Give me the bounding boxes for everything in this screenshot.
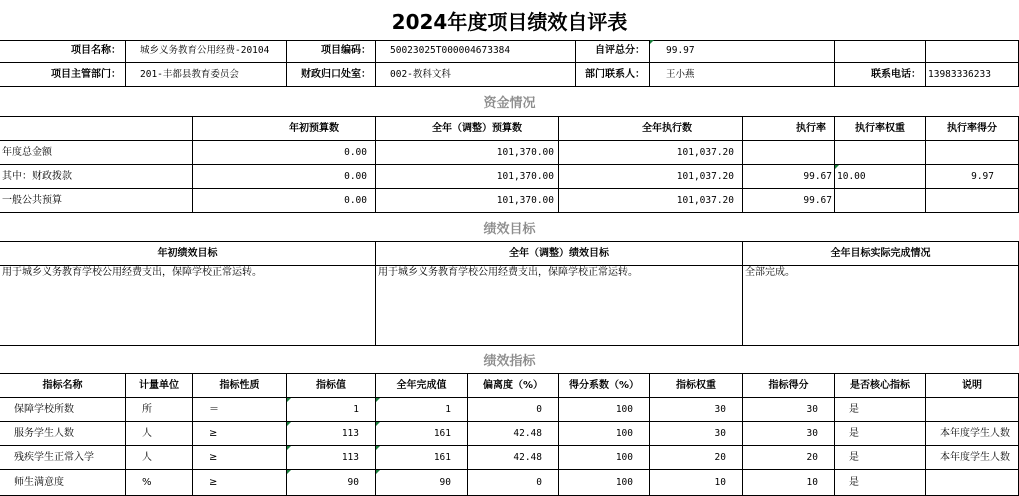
ind-note: 本年度学生人数 (926, 446, 1019, 470)
ind-value: 113 (287, 422, 376, 446)
goal-adjusted: 用于城乡义务教育学校公用经费支出，保障学校正常运转。 (376, 266, 743, 346)
funds-rate (743, 141, 835, 165)
goals-header-actual: 全年目标实际完成情况 (743, 242, 1019, 266)
funds-header-row (0, 117, 1019, 141)
indicator-row (0, 446, 1019, 470)
info-row-1 (0, 40, 1019, 63)
funds-row (0, 141, 1019, 165)
funds-row (0, 189, 1019, 213)
ind-coefficient: 100 (559, 398, 650, 422)
ind-name: 残疾学生正常入学 (0, 446, 126, 470)
ind-coefficient: 100 (559, 422, 650, 446)
funds-weight: 10.00 (835, 165, 926, 189)
funds-executed: 101,037.20 (559, 189, 743, 213)
ind-header-name: 指标名称 (0, 374, 126, 398)
ind-deviation: 42.48 (468, 446, 559, 470)
ind-header-score: 指标得分 (743, 374, 835, 398)
ind-header-unit: 计量单位 (126, 374, 193, 398)
phone-label: 联系电话： (835, 63, 926, 87)
info-empty-cell-2 (926, 40, 1019, 63)
goals-value-row (0, 266, 1019, 346)
funds-row-label: 一般公共预算 (0, 189, 193, 213)
ind-score: 30 (743, 398, 835, 422)
funds-executed: 101,037.20 (559, 165, 743, 189)
ind-header-deviation: 偏离度（%） (468, 374, 559, 398)
funds-header-blank (0, 117, 193, 141)
goals-section-title: 绩效目标 (0, 213, 1019, 242)
dept-value: 201-丰都县教育委员会 (126, 63, 287, 87)
ind-weight: 20 (650, 446, 743, 470)
funds-score: 9.97 (926, 165, 1019, 189)
funds-adjusted: 101,370.00 (376, 165, 559, 189)
ind-complete: 90 (376, 470, 468, 496)
ind-nature: ≥ (193, 446, 287, 470)
funds-header-initial: 年初预算数 (193, 117, 376, 141)
ind-score: 20 (743, 446, 835, 470)
phone-value: 13983336233 (926, 63, 1019, 87)
ind-header-value: 指标值 (287, 374, 376, 398)
indicators-section-title: 绩效指标 (0, 346, 1019, 374)
ind-value: 113 (287, 446, 376, 470)
info-row-2 (0, 63, 1019, 87)
ind-header-core: 是否核心指标 (835, 374, 926, 398)
ind-core: 是 (835, 422, 926, 446)
ind-complete: 161 (376, 422, 468, 446)
ind-note (926, 398, 1019, 422)
finance-label: 财政归口处室： (287, 63, 376, 87)
ind-deviation: 0 (468, 470, 559, 496)
funds-header-rate: 执行率 (743, 117, 835, 141)
project-name-value: 城乡义务教育公用经费-20104 (126, 40, 287, 63)
ind-header-nature: 指标性质 (193, 374, 287, 398)
funds-header-score: 执行率得分 (926, 117, 1019, 141)
ind-weight: 30 (650, 398, 743, 422)
funds-row-label: 年度总金额 (0, 141, 193, 165)
ind-coefficient: 100 (559, 446, 650, 470)
ind-header-note: 说明 (926, 374, 1019, 398)
info-empty-cell-1 (835, 40, 926, 63)
project-code-label: 项目编码： (287, 40, 376, 63)
title-row (0, 0, 1019, 41)
project-code-value: 50023025T000004673384 (376, 40, 576, 63)
funds-rate: 99.67 (743, 165, 835, 189)
funds-weight (835, 189, 926, 213)
indicator-row (0, 398, 1019, 422)
goal-actual: 全部完成。 (743, 266, 1019, 346)
funds-weight (835, 141, 926, 165)
funds-header-weight: 执行率权重 (835, 117, 926, 141)
goals-header-initial: 年初绩效目标 (0, 242, 376, 266)
ind-header-weight: 指标权重 (650, 374, 743, 398)
goals-header-row (0, 242, 1019, 266)
ind-note: 本年度学生人数 (926, 422, 1019, 446)
ind-nature: ＝ (193, 398, 287, 422)
ind-nature: ≥ (193, 422, 287, 446)
ind-complete: 161 (376, 446, 468, 470)
indicators-header-row (0, 374, 1019, 398)
finance-value: 002-教科文科 (376, 63, 576, 87)
goal-initial: 用于城乡义务教育学校公用经费支出，保障学校正常运转。 (0, 266, 376, 346)
funds-initial: 0.00 (193, 189, 376, 213)
ind-name: 保障学校所数 (0, 398, 126, 422)
funds-row (0, 165, 1019, 189)
ind-unit: % (126, 470, 193, 496)
funds-initial: 0.00 (193, 141, 376, 165)
funds-executed: 101,037.20 (559, 141, 743, 165)
funds-row-label: 其中：财政拨款 (0, 165, 193, 189)
ind-unit: 所 (126, 398, 193, 422)
ind-value: 90 (287, 470, 376, 496)
ind-core: 是 (835, 446, 926, 470)
funds-adjusted: 101,370.00 (376, 189, 559, 213)
funds-adjusted: 101,370.00 (376, 141, 559, 165)
project-name-label: 项目名称： (0, 40, 126, 63)
ind-deviation: 42.48 (468, 422, 559, 446)
funds-score (926, 189, 1019, 213)
ind-nature: ≥ (193, 470, 287, 496)
ind-name: 服务学生人数 (0, 422, 126, 446)
ind-unit: 人 (126, 446, 193, 470)
ind-core: 是 (835, 398, 926, 422)
self-score-value: 99.97 (650, 40, 835, 63)
ind-deviation: 0 (468, 398, 559, 422)
funds-score (926, 141, 1019, 165)
ind-header-complete: 全年完成值 (376, 374, 468, 398)
ind-score: 30 (743, 422, 835, 446)
funds-section-title: 资金情况 (0, 87, 1019, 117)
funds-initial: 0.00 (193, 165, 376, 189)
ind-core: 是 (835, 470, 926, 496)
ind-weight: 10 (650, 470, 743, 496)
ind-note (926, 470, 1019, 496)
contact-person-label: 部门联系人： (576, 63, 650, 87)
indicator-row (0, 470, 1019, 496)
funds-header-executed: 全年执行数 (559, 117, 743, 141)
ind-name: 师生满意度 (0, 470, 126, 496)
funds-rate: 99.67 (743, 189, 835, 213)
ind-score: 10 (743, 470, 835, 496)
indicator-row (0, 422, 1019, 446)
contact-person-value: 王小燕 (650, 63, 835, 87)
ind-header-coefficient: 得分系数（%） (559, 374, 650, 398)
ind-coefficient: 100 (559, 470, 650, 496)
self-score-label: 自评总分： (576, 40, 650, 63)
funds-header-adjusted: 全年（调整）预算数 (376, 117, 559, 141)
ind-unit: 人 (126, 422, 193, 446)
goals-header-adjusted: 全年（调整）绩效目标 (376, 242, 743, 266)
dept-label: 项目主管部门： (0, 63, 126, 87)
page-title: 2024年度项目绩效自评表 (391, 9, 628, 34)
ind-weight: 30 (650, 422, 743, 446)
ind-value: 1 (287, 398, 376, 422)
ind-complete: 1 (376, 398, 468, 422)
